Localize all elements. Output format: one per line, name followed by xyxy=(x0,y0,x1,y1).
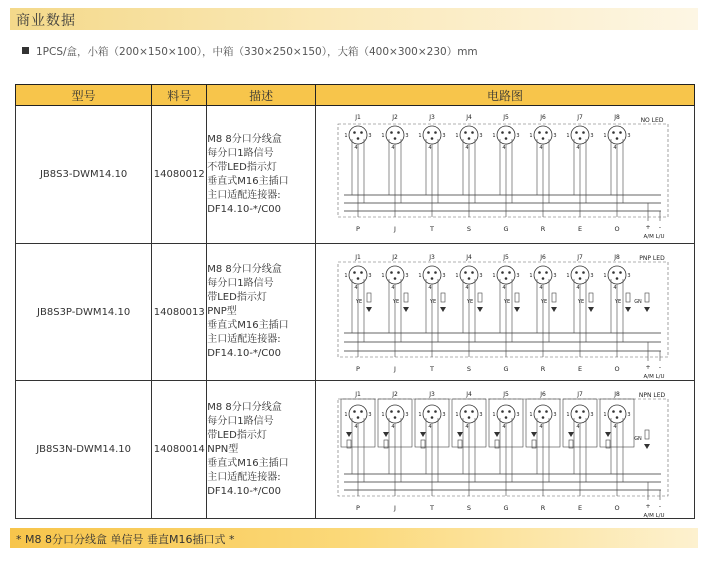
led-type-label: NO LED xyxy=(640,116,664,124)
connector-pin-dot xyxy=(619,271,622,274)
led-color-label: YE xyxy=(429,298,437,305)
pin-number-label: 1 xyxy=(381,411,385,418)
pin-number-label: 3 xyxy=(627,411,631,418)
connector-pin-dot xyxy=(612,410,615,413)
connector-pin-dot xyxy=(427,271,430,274)
description-line: 主口适配连接器: xyxy=(207,471,281,483)
pin-number-label: 1 xyxy=(418,272,422,279)
pin-number-label: 1 xyxy=(566,411,570,418)
connector-pin-dot xyxy=(612,271,615,274)
pin-number-label: 4 xyxy=(576,423,580,430)
connector-pin-dot xyxy=(619,410,622,413)
port-label: J3 xyxy=(429,390,435,398)
port-label: J3 xyxy=(429,253,435,261)
pin-number-label: 4 xyxy=(576,284,580,291)
pin-number-label: 3 xyxy=(627,132,631,139)
resistor-icon xyxy=(404,293,408,302)
led-diode-icon xyxy=(366,307,372,312)
signal-label: J xyxy=(394,364,396,373)
signal-label: E xyxy=(577,224,583,233)
port-label: J5 xyxy=(503,113,509,121)
connector-pin-dot xyxy=(508,271,511,274)
port-label: J7 xyxy=(577,253,583,261)
port-label: J2 xyxy=(392,253,398,261)
circuit-cell xyxy=(315,244,694,381)
connector-pin-dot xyxy=(390,131,393,134)
connector-pin-dot xyxy=(357,416,360,419)
port-label: J4 xyxy=(466,113,472,121)
led-color-label: YE xyxy=(466,298,474,305)
part-number-cell: 14080013 xyxy=(152,244,207,381)
description-line: 每分口1路信号 xyxy=(207,415,274,427)
description-line: DF14.10-*/C00 xyxy=(207,485,281,497)
pin-number-label: 3 xyxy=(368,411,372,418)
port-label: J7 xyxy=(577,390,583,398)
description-line: 带LED指示灯 xyxy=(207,429,267,441)
pin-number-label: 3 xyxy=(516,272,520,279)
port-label: J5 xyxy=(503,390,509,398)
description-line: 垂直式M16主插口 xyxy=(207,175,289,187)
connector-pin-dot xyxy=(394,277,397,280)
connector-pin-dot xyxy=(360,271,363,274)
pin-number-label: 1 xyxy=(381,272,385,279)
header-description: 描述 xyxy=(207,85,316,106)
signal-label: G xyxy=(503,224,509,233)
connector-pin-dot xyxy=(582,410,585,413)
pin-number-label: 3 xyxy=(442,132,446,139)
product-table xyxy=(15,84,695,519)
connector-pin-dot xyxy=(394,416,397,419)
pin-number-label: 3 xyxy=(479,272,483,279)
description-cell xyxy=(207,106,316,244)
description-line: 主口适配连接器: xyxy=(207,189,281,201)
pin-number-label: 1 xyxy=(492,272,496,279)
enclosure-outline xyxy=(338,399,668,496)
port-label: J2 xyxy=(392,113,398,121)
pin-number-label: 4 xyxy=(613,423,617,430)
connector-pin-dot xyxy=(471,131,474,134)
circuit-cell xyxy=(315,381,694,519)
resistor-icon xyxy=(645,430,649,439)
signal-label: O xyxy=(614,224,620,233)
pin-number-label: 1 xyxy=(566,132,570,139)
led-diode-icon xyxy=(605,432,611,437)
connector-pin-dot xyxy=(505,277,508,280)
connector-pin-dot xyxy=(468,137,471,140)
pin-number-label: 3 xyxy=(627,272,631,279)
pin-number-label: 4 xyxy=(539,284,543,291)
led-color-label: YE xyxy=(392,298,400,305)
led-diode-icon xyxy=(494,432,500,437)
signal-label: T xyxy=(429,364,434,373)
connector-pin-dot xyxy=(575,131,578,134)
led-diode-icon xyxy=(383,432,389,437)
connector-pin-dot xyxy=(353,410,356,413)
connector-pin-dot xyxy=(464,131,467,134)
port-label: J1 xyxy=(355,390,361,398)
power-plus-label: + xyxy=(645,363,651,371)
port-label: J8 xyxy=(614,253,620,261)
resistor-icon xyxy=(645,293,649,302)
connector-pin-dot xyxy=(501,410,504,413)
connector-pin-dot xyxy=(397,131,400,134)
wiring-diagram-npn-led xyxy=(316,382,694,518)
pin-number-label: 4 xyxy=(539,423,543,430)
pin-number-label: 3 xyxy=(479,411,483,418)
pin-number-label: 1 xyxy=(418,411,422,418)
pin-number-label: 4 xyxy=(354,144,358,151)
connector-pin-dot xyxy=(612,131,615,134)
pin-number-label: 3 xyxy=(368,132,372,139)
connector-pin-dot xyxy=(471,271,474,274)
power-minus-label: - xyxy=(658,502,662,510)
signal-label: J xyxy=(394,503,396,512)
connector-pin-dot xyxy=(468,416,471,419)
port-label: J3 xyxy=(429,113,435,121)
power-pin-label: A/M L/U xyxy=(643,233,665,240)
connector-pin-dot xyxy=(575,271,578,274)
power-pin-label: A/M L/U xyxy=(643,512,665,518)
power-led-icon xyxy=(644,307,650,312)
led-type-label: PNP LED xyxy=(639,254,665,262)
pin-number-label: 1 xyxy=(418,132,422,139)
port-label: J2 xyxy=(392,390,398,398)
pin-number-label: 3 xyxy=(590,411,594,418)
bullet-square-icon xyxy=(22,47,29,54)
signal-label: E xyxy=(577,503,583,512)
led-diode-icon xyxy=(625,307,631,312)
connector-pin-dot xyxy=(397,271,400,274)
description-line: M8 8分口分线盒 xyxy=(207,401,282,413)
signal-label: P xyxy=(356,224,360,233)
power-minus-label: - xyxy=(658,223,662,231)
signal-label: G xyxy=(503,503,509,512)
resistor-icon xyxy=(515,293,519,302)
connector-pin-dot xyxy=(390,410,393,413)
led-diode-icon xyxy=(420,432,426,437)
led-diode-icon xyxy=(477,307,483,312)
description-line: 垂直式M16主插口 xyxy=(207,457,289,469)
led-diode-icon xyxy=(551,307,557,312)
pin-number-label: 4 xyxy=(465,423,469,430)
header-circuit: 电路图 xyxy=(315,85,694,106)
connector-pin-dot xyxy=(434,131,437,134)
pin-number-label: 4 xyxy=(502,144,506,151)
description-line: NPN型 xyxy=(207,443,239,455)
connector-pin-dot xyxy=(538,410,541,413)
port-label: J8 xyxy=(614,390,620,398)
description-line: DF14.10-*/C00 xyxy=(207,348,281,359)
pin-number-label: 4 xyxy=(391,423,395,430)
table-row xyxy=(16,106,695,244)
pin-number-label: 1 xyxy=(566,272,570,279)
led-color-label: YE xyxy=(577,298,585,305)
connector-pin-dot xyxy=(582,131,585,134)
pin-number-label: 4 xyxy=(465,144,469,151)
description-line: 垂直式M16主插口 xyxy=(207,320,289,331)
pin-number-label: 3 xyxy=(553,411,557,418)
table-row xyxy=(16,381,695,519)
connector-pin-dot xyxy=(538,131,541,134)
led-diode-icon xyxy=(531,432,537,437)
connector-pin-dot xyxy=(394,137,397,140)
pin-number-label: 1 xyxy=(529,411,533,418)
connector-pin-dot xyxy=(431,277,434,280)
pin-number-label: 1 xyxy=(492,132,496,139)
signal-label: J xyxy=(394,224,396,233)
power-minus-label: - xyxy=(658,363,662,371)
pin-number-label: 4 xyxy=(391,144,395,151)
section-title: 商业数据 xyxy=(16,13,76,29)
connector-pin-dot xyxy=(579,277,582,280)
connector-pin-dot xyxy=(501,131,504,134)
connector-pin-dot xyxy=(545,131,548,134)
connector-pin-dot xyxy=(427,131,430,134)
wiring-diagram-no-led xyxy=(316,107,694,243)
header-model: 型号 xyxy=(16,85,152,106)
led-color-label: GN xyxy=(634,298,642,305)
part-number-cell: 14080012 xyxy=(152,106,207,244)
pin-number-label: 3 xyxy=(590,132,594,139)
pin-number-label: 1 xyxy=(381,132,385,139)
pin-number-label: 1 xyxy=(344,272,348,279)
signal-label: S xyxy=(466,364,472,373)
resistor-icon xyxy=(441,293,445,302)
pin-number-label: 4 xyxy=(354,284,358,291)
pin-number-label: 4 xyxy=(428,284,432,291)
pin-number-label: 1 xyxy=(455,132,459,139)
section-header-bar xyxy=(10,8,698,30)
pin-number-label: 1 xyxy=(344,411,348,418)
pin-number-label: 4 xyxy=(539,144,543,151)
pin-number-label: 4 xyxy=(576,144,580,151)
model-cell: JB8S3-DWM14.10 xyxy=(16,106,152,244)
description-line: 带LED指示灯 xyxy=(207,292,267,303)
signal-label: T xyxy=(429,224,434,233)
connector-pin-dot xyxy=(542,137,545,140)
connector-pin-dot xyxy=(431,137,434,140)
pin-number-label: 3 xyxy=(442,272,446,279)
footer-note: * M8 8分口分线盒 单信号 垂直M16插口式 * xyxy=(16,533,235,546)
led-color-label: YE xyxy=(355,298,363,305)
pin-number-label: 1 xyxy=(603,411,607,418)
led-color-label: YE xyxy=(540,298,548,305)
wiring-diagram-pnp-led xyxy=(316,245,694,380)
pin-number-label: 3 xyxy=(368,272,372,279)
led-diode-icon xyxy=(403,307,409,312)
connector-pin-dot xyxy=(357,137,360,140)
header-part-no: 料号 xyxy=(152,85,207,106)
port-label: J4 xyxy=(466,253,472,261)
pin-number-label: 3 xyxy=(479,132,483,139)
connector-pin-dot xyxy=(616,416,619,419)
signal-label: G xyxy=(503,364,509,373)
pin-number-label: 3 xyxy=(516,132,520,139)
pin-number-label: 1 xyxy=(529,272,533,279)
model-cell: JB8S3P-DWM14.10 xyxy=(16,244,152,381)
connector-pin-dot xyxy=(357,277,360,280)
power-pin-label: A/M L/U xyxy=(643,373,665,380)
port-label: J6 xyxy=(540,253,546,261)
connector-pin-dot xyxy=(542,277,545,280)
power-led-icon xyxy=(644,444,650,449)
model-cell: JB8S3N-DWM14.10 xyxy=(16,381,152,519)
resistor-icon xyxy=(589,293,593,302)
connector-pin-dot xyxy=(508,131,511,134)
port-label: J1 xyxy=(355,113,361,121)
connector-pin-dot xyxy=(360,131,363,134)
packaging-info xyxy=(22,44,478,59)
connector-pin-dot xyxy=(353,271,356,274)
pin-number-label: 1 xyxy=(492,411,496,418)
led-color-label: YE xyxy=(614,298,622,305)
pin-number-label: 4 xyxy=(502,284,506,291)
signal-label: S xyxy=(466,224,472,233)
resistor-icon xyxy=(552,293,556,302)
connector-pin-dot xyxy=(471,410,474,413)
connector-pin-dot xyxy=(505,416,508,419)
pin-number-label: 4 xyxy=(613,144,617,151)
led-color-label: YE xyxy=(503,298,511,305)
description-cell xyxy=(207,381,316,519)
connector-pin-dot xyxy=(545,271,548,274)
resistor-icon xyxy=(478,293,482,302)
connector-pin-dot xyxy=(434,271,437,274)
connector-pin-dot xyxy=(616,137,619,140)
connector-pin-dot xyxy=(616,277,619,280)
table-header-row xyxy=(16,85,695,106)
pin-number-label: 4 xyxy=(354,423,358,430)
connector-pin-dot xyxy=(508,410,511,413)
led-diode-icon xyxy=(568,432,574,437)
pin-number-label: 3 xyxy=(405,411,409,418)
connector-pin-dot xyxy=(434,410,437,413)
circuit-cell xyxy=(315,106,694,244)
resistor-icon xyxy=(367,293,371,302)
connector-pin-dot xyxy=(390,271,393,274)
pin-number-label: 4 xyxy=(465,284,469,291)
pin-number-label: 1 xyxy=(455,411,459,418)
port-label: J1 xyxy=(355,253,361,261)
enclosure-outline xyxy=(338,262,668,357)
connector-pin-dot xyxy=(353,131,356,134)
signal-label: S xyxy=(466,503,472,512)
table-row xyxy=(16,244,695,381)
pin-number-label: 1 xyxy=(455,272,459,279)
signal-label: R xyxy=(540,224,546,233)
port-label: J6 xyxy=(540,390,546,398)
signal-label: T xyxy=(429,503,434,512)
signal-label: P xyxy=(356,503,360,512)
led-color-label: GN xyxy=(634,435,642,442)
connector-pin-dot xyxy=(427,410,430,413)
connector-pin-dot xyxy=(505,137,508,140)
led-diode-icon xyxy=(440,307,446,312)
description-line: 每分口1路信号 xyxy=(207,147,274,159)
connector-pin-dot xyxy=(464,410,467,413)
signal-label: O xyxy=(614,503,620,512)
pin-number-label: 3 xyxy=(516,411,520,418)
connector-pin-dot xyxy=(360,410,363,413)
description-cell xyxy=(207,244,316,381)
pin-number-label: 4 xyxy=(502,423,506,430)
connector-pin-dot xyxy=(468,277,471,280)
connector-pin-dot xyxy=(575,410,578,413)
signal-label: E xyxy=(577,364,583,373)
led-diode-icon xyxy=(457,432,463,437)
signal-label: R xyxy=(540,503,546,512)
description-line: M8 8分口分线盒 xyxy=(207,264,282,275)
pin-number-label: 3 xyxy=(405,272,409,279)
port-label: J6 xyxy=(540,113,546,121)
pin-number-label: 1 xyxy=(603,272,607,279)
pin-number-label: 4 xyxy=(428,423,432,430)
led-diode-icon xyxy=(588,307,594,312)
pin-number-label: 3 xyxy=(590,272,594,279)
packaging-text: 1PCS/盒，小箱（200×150×100），中箱（330×250×150），大箱（400×300×230）mm xyxy=(36,46,478,58)
pin-number-label: 3 xyxy=(553,132,557,139)
power-plus-label: + xyxy=(645,502,651,510)
description-line: 主口适配连接器: xyxy=(207,334,281,345)
led-diode-icon xyxy=(514,307,520,312)
description-line: M8 8分口分线盒 xyxy=(207,133,282,145)
resistor-icon xyxy=(626,293,630,302)
connector-pin-dot xyxy=(579,416,582,419)
pin-number-label: 1 xyxy=(603,132,607,139)
description-line: PNP型 xyxy=(207,306,237,317)
connector-pin-dot xyxy=(545,410,548,413)
port-label: J4 xyxy=(466,390,472,398)
signal-label: R xyxy=(540,364,546,373)
pin-number-label: 3 xyxy=(442,411,446,418)
description-line: 不带LED指示灯 xyxy=(207,161,277,173)
led-type-label: NPN LED xyxy=(638,391,666,399)
connector-pin-dot xyxy=(579,137,582,140)
port-label: J7 xyxy=(577,113,583,121)
connector-pin-dot xyxy=(501,271,504,274)
signal-label: O xyxy=(614,364,620,373)
pin-number-label: 4 xyxy=(391,284,395,291)
port-label: J8 xyxy=(614,113,620,121)
pin-number-label: 1 xyxy=(529,132,533,139)
connector-pin-dot xyxy=(464,271,467,274)
pin-number-label: 4 xyxy=(613,284,617,291)
connector-pin-dot xyxy=(619,131,622,134)
description-line: 每分口1路信号 xyxy=(207,278,274,289)
connector-pin-dot xyxy=(431,416,434,419)
part-number-cell: 14080014 xyxy=(152,381,207,519)
pin-number-label: 3 xyxy=(553,272,557,279)
connector-pin-dot xyxy=(542,416,545,419)
description-line: DF14.10-*/C00 xyxy=(207,203,281,215)
connector-pin-dot xyxy=(538,271,541,274)
power-plus-label: + xyxy=(645,223,651,231)
pin-number-label: 4 xyxy=(428,144,432,151)
pin-number-label: 3 xyxy=(405,132,409,139)
signal-label: P xyxy=(356,364,360,373)
port-label: J5 xyxy=(503,253,509,261)
led-diode-icon xyxy=(346,432,352,437)
connector-pin-dot xyxy=(397,410,400,413)
connector-pin-dot xyxy=(582,271,585,274)
pin-number-label: 1 xyxy=(344,132,348,139)
